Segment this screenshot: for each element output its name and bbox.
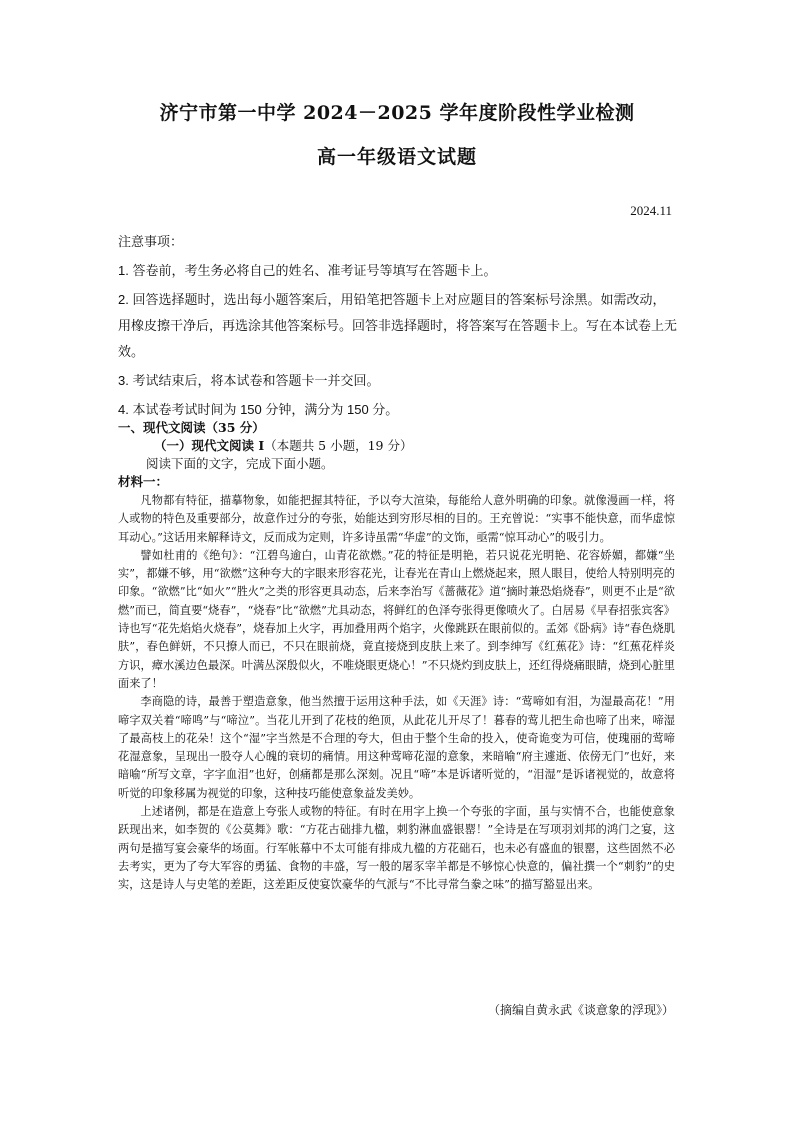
article-source: （摘编自黄永武《谈意象的浮现》） xyxy=(487,1003,674,1017)
subsection-scoring: （本题共 5 小题，19 分） xyxy=(264,438,413,453)
section-heading: 一、现代文阅读（35 分） xyxy=(118,420,265,435)
material-label: 材料一： xyxy=(118,474,169,489)
subsection-title: （一）现代文阅读 I xyxy=(154,438,265,453)
exam-title: 济宁市第一中学 2024－2025 学年度阶段性学业检测 xyxy=(159,102,635,124)
article-body xyxy=(118,492,675,895)
section-header xyxy=(118,419,678,491)
notes-item: 1. 答卷前，考生务必将自己的姓名、准考证号等填写在答题卡上。 xyxy=(118,263,497,278)
article-paragraph: 譬如杜甫的《绝句》：“江碧鸟逾白，山青花欲燃。”花的特征是明艳，若只说花光明艳、花容娇媚，都嫌“坐实”，都嫌不够，用“欲燃”这种夸大的字眼来形容花光，让春光在青山上燃烧起来，照人眼目，使给人特别明亮的印象。“欲燃”比“如火”“胜火”之类的形容更具动态，后来李治写《蔷薇花》道“摘时兼恐焰烧春”，则更不止是“欲燃”而已，简直要“烧春”，“烧春”比“欲燃”尤具动态，将鲜红的色泽夸张得更像喷火了。白居易《早春招张宾客》诗也写“花先焰焰火烧春”，烧春加上火字，再加叠用两个焰字，火像跳跃在眼前似的。孟郊《卧病》诗“春色烧肌肤”，春色鲜妍，不只撩人而已，不只在眼前烧，竟直接烧到皮肤上来了。到李绅写《红蕉花》诗：“红蕉花样炎方识，瘴水溪边色最深。叶满丛深殷似火，不唯烧眼更烧心！”不只烧灼到皮肤上，还红得烧痛眼睛，烧到心脏里面来了！ xyxy=(118,548,675,690)
subsection-heading xyxy=(154,437,678,455)
exam-subtitle: 高一年级语文试题 xyxy=(316,146,477,168)
exam-date: 2024.11 xyxy=(630,203,672,218)
article-paragraph: 上述诸例，都是在造意上夸张人或物的特征。有时在用字上换一个夸张的字面，虽与实情不合，也能使意象跃现出来，如李贺的《公莫舞》歌：“方花古础排九楹，刺豹淋血盛银罂！”全诗是在写项羽刘邦的鸿门之宴，这两句是描写宴会豪华的场面。行军帐幕中不太可能有排成九楹的方花础石，也未必有盛血的银罂，这些固然不必去考实，更为了夸大军容的勇猛、食物的丰盛，写一般的屠豕宰羊都是不够惊心快意的，偏社撰一个“刺豹”的史实，这是诗人与史笔的差距，这差距反使宴饮豪华的气派与“不比寻常刍豢之味”的描写豁显出来。 xyxy=(118,805,675,892)
notes-block xyxy=(118,229,678,426)
notes-item: 4. 本试卷考试时间为 150 分钟，满分为 150 分。 xyxy=(118,402,399,417)
notes-item: 2. 回答选择题时，选出每小题答案后，用铅笔把答题卡上对应题目的答案标号涂黑。如需改动，用橡皮擦干净后，再选涂其他答案标号。回答非选择题时，将答案写在答题卡上。写在本试卷上无效。 xyxy=(118,292,678,359)
reading-instruction: 阅读下面的文字，完成下面小题。 xyxy=(146,456,334,471)
notes-heading: 注意事项： xyxy=(118,234,184,249)
article-paragraph: 李商隐的诗，最善于塑造意象，他当然擅于运用这种手法，如《天涯》诗：“莺啼如有泪，为湿最高花！”用啼字双关着“啼鸣”与“啼泣”。当花儿开到了花枝的绝顶，从此花儿开尽了！暮春的莺儿把生命也啼了出来，啼湿了最高枝上的花朵！这个“湿”字当然是不合理的夸大，但由于整个生命的投入，使奇诡变为可信，使瑰丽的莺啼花湿意象，呈现出一股夺人心魄的衰切的痛情。用这种莺啼花湿的意象，来暗喻“府主遽逝、依傍无门”也好，来暗喻“所写文章，字字血泪”也好，创痛都是那么深刻。况且“啼”本是诉诸听觉的，“泪湿”是诉诸视觉的，故意将听觉的印象移属为视觉的印象，这种技巧能使意象益发美妙。 xyxy=(118,695,675,800)
article-paragraph: 凡物都有特征，描摹物象，如能把握其特征，予以夸大渲染，每能给人意外明确的印象。就像漫画一样，将人或物的特色及重要部分，故意作过分的夸张，始能达到穷形尽相的目的。王充曾说：“实事不能快意，而华虚惊耳动心。”这话用来解释诗文，反而成为定则，许多诗虽需“华虚”的文饰，亟需“惊耳动心”的吸引力。 xyxy=(118,494,675,544)
notes-item: 3. 考试结束后，将本试卷和答题卡一并交回。 xyxy=(118,373,380,388)
